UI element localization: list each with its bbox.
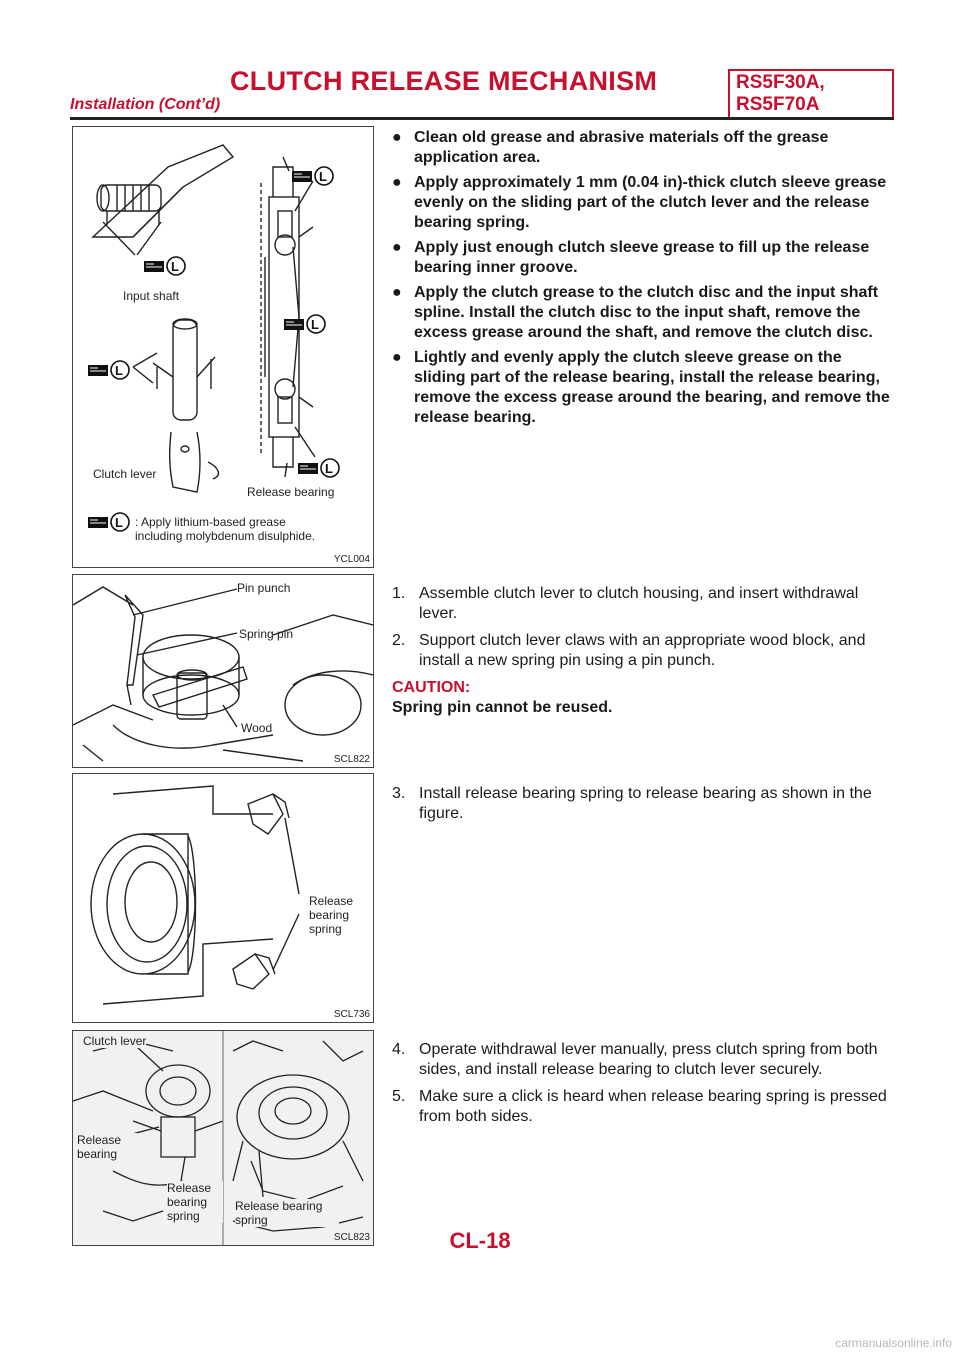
grease-bullets xyxy=(392,128,892,433)
figure-scl736 xyxy=(72,773,374,1023)
caution-label: CAUTION: xyxy=(392,679,471,696)
grease-legend: : Apply lithium-based grease including molybdenum disulphide. xyxy=(135,515,316,543)
header-rule xyxy=(70,117,894,120)
step-item: 2. Support clutch lever claws with an appropriate wood block, and install a new spring pin using a pin punch. xyxy=(392,632,866,669)
label-release-bearing: Release bearing xyxy=(77,1133,137,1161)
step-3 xyxy=(392,784,892,831)
model-code-badge: RS5F30A, RS5F70A xyxy=(728,69,894,119)
bullet-dot-icon: ● xyxy=(392,174,402,191)
svg-text:L: L xyxy=(319,169,327,184)
bullet-dot-icon: ● xyxy=(392,239,402,256)
list-item: ● Apply the clutch grease to the clutch disc and the input shaft spline. Install the clutch disc to the input shaft, remove the excess grease around the shaft, and remove the clutch disc. xyxy=(392,284,879,341)
grease-symbol-icon xyxy=(291,165,337,187)
svg-text:L: L xyxy=(171,259,179,274)
caution-text: Spring pin cannot be reused. xyxy=(392,699,613,716)
list-item: ● Lightly and evenly apply the clutch sleeve grease on the sliding part of the release bearing, install the release bearing, remove the excess grease around the bearing, and remove the release bearing. xyxy=(392,349,890,426)
label-release-bearing-spring: Release bearing spring xyxy=(167,1181,223,1223)
step-item: 5. Make sure a click is heard when release bearing spring is pressed from both sides. xyxy=(392,1088,887,1125)
grease-symbol-icon xyxy=(87,511,133,533)
label-pin-punch: Pin punch xyxy=(237,581,291,595)
page-number: CL-18 xyxy=(449,1228,511,1253)
page-header xyxy=(70,66,894,122)
grease-symbol-icon xyxy=(297,457,343,479)
figure-ycl004-drawing xyxy=(73,127,373,567)
grease-symbol-icon xyxy=(143,255,189,277)
svg-text:L: L xyxy=(325,461,333,476)
list-item: ● Apply approximately 1 mm (0.04 in)-thick clutch sleeve grease evenly on the sliding part of the clutch lever and the release bearing spring. xyxy=(392,174,887,231)
bullet-dot-icon: ● xyxy=(392,284,402,301)
step-item: 4. Operate withdrawal lever manually, press clutch spring from both sides, and install release bearing to clutch lever securely. xyxy=(392,1041,878,1078)
step-item: 3. Install release bearing spring to release bearing as shown in the figure. xyxy=(392,785,872,822)
label-wood: Wood xyxy=(241,721,273,735)
section-subtitle: Installation (Cont’d) xyxy=(70,96,221,113)
steps-1-2 xyxy=(392,584,892,718)
step-item: 1. Assemble clutch lever to clutch housing, and insert withdrawal lever. xyxy=(392,585,859,622)
svg-text:L: L xyxy=(115,515,123,530)
list-item: ● Apply just enough clutch sleeve grease to fill up the release bearing inner groove. xyxy=(392,239,870,276)
steps-4-5 xyxy=(392,1040,892,1134)
label-release-bearing-spring: Release bearing spring xyxy=(309,894,354,936)
bullet-dot-icon: ● xyxy=(392,349,402,366)
figure-ycl004 xyxy=(72,126,374,568)
figure-code: YCL004 xyxy=(333,554,370,565)
label-spring-pin: Spring pin xyxy=(239,627,294,641)
figure-code: SCL736 xyxy=(333,1009,370,1020)
label-release-bearing-spring: Release bearing spring xyxy=(235,1199,339,1227)
watermark: carmanualsonline.info xyxy=(835,1336,952,1350)
figure-code: SCL823 xyxy=(333,1232,370,1243)
bullet-dot-icon: ● xyxy=(392,129,402,146)
label-release-bearing: Release bearing xyxy=(247,485,335,499)
label-input-shaft: Input shaft xyxy=(123,289,180,303)
figure-scl823 xyxy=(72,1030,374,1246)
section-title: CLUTCH RELEASE MECHANISM xyxy=(230,66,658,96)
figure-scl822 xyxy=(72,574,374,768)
label-clutch-lever: Clutch lever xyxy=(93,467,157,481)
label-clutch-lever: Clutch lever xyxy=(83,1034,147,1048)
grease-symbol-icon xyxy=(87,359,133,381)
figure-scl822-drawing xyxy=(73,575,373,767)
figure-code: SCL822 xyxy=(333,754,370,765)
svg-text:L: L xyxy=(311,317,319,332)
list-item: ● Clean old grease and abrasive materials off the grease application area. xyxy=(392,129,829,166)
svg-text:L: L xyxy=(115,363,123,378)
grease-symbol-icon xyxy=(283,313,329,335)
